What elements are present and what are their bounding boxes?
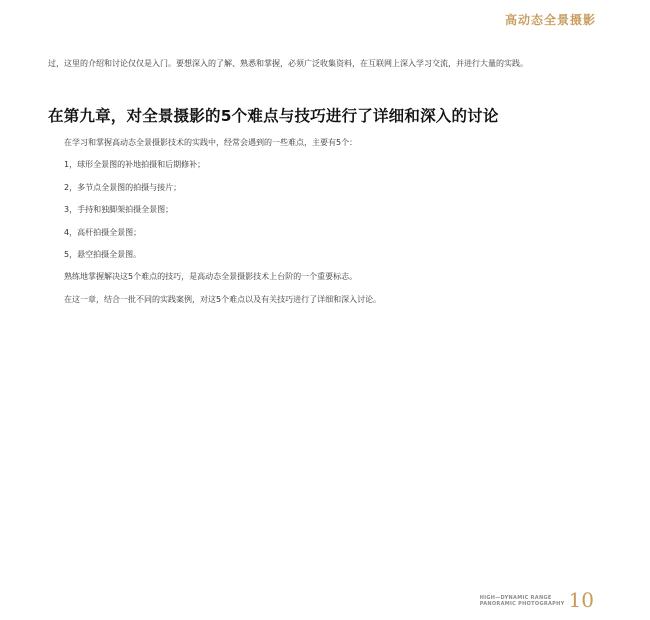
intro-text: 过，这里的介绍和讨论仅仅是入门。要想深入的了解、熟悉和掌握，必须广泛收集资料，在互联网上深入学习交流，并进行大量的实践。 — [48, 59, 528, 68]
paragraph: 在学习和掌握高动态全景摄影技术的实践中，经常会遇到的一些难点，主要有5个： — [64, 138, 358, 147]
running-header-title: 高动态全景摄影 — [504, 13, 596, 27]
list-item: 4，高杆拍摄全景图； — [64, 227, 142, 237]
list-item: 3，手持和独脚架拍摄全景图； — [64, 205, 174, 215]
list-item: 5，悬空拍摄全景图。 — [64, 249, 142, 259]
footer-caption — [480, 595, 565, 607]
page-number: 10 — [568, 588, 594, 612]
list-item: 2，多节点全景图的拍摄与接片； — [64, 182, 182, 192]
footer-line-2: PANORAMIC PHOTOGRAPHY — [479, 601, 565, 607]
chapter-heading: 在第九章，对全景摄影的5个难点与技巧进行了详细和深入的讨论 — [48, 107, 499, 125]
chapter-body — [64, 138, 610, 317]
page-footer — [480, 590, 594, 610]
list-item: 1，球形全景图的补地拍摄和后期修补； — [64, 160, 206, 170]
paragraph: 熟练地掌握解决这5个难点的技巧，是高动态全景摄影技术上台阶的一个重要标志。 — [64, 272, 358, 282]
paragraph: 在这一章，结合一批不同的实践案例，对这5个难点以及有关技巧进行了详细和深入讨论。 — [64, 294, 382, 304]
footer-line-1: HIGH—DYNAMIC RANGE — [479, 595, 552, 601]
